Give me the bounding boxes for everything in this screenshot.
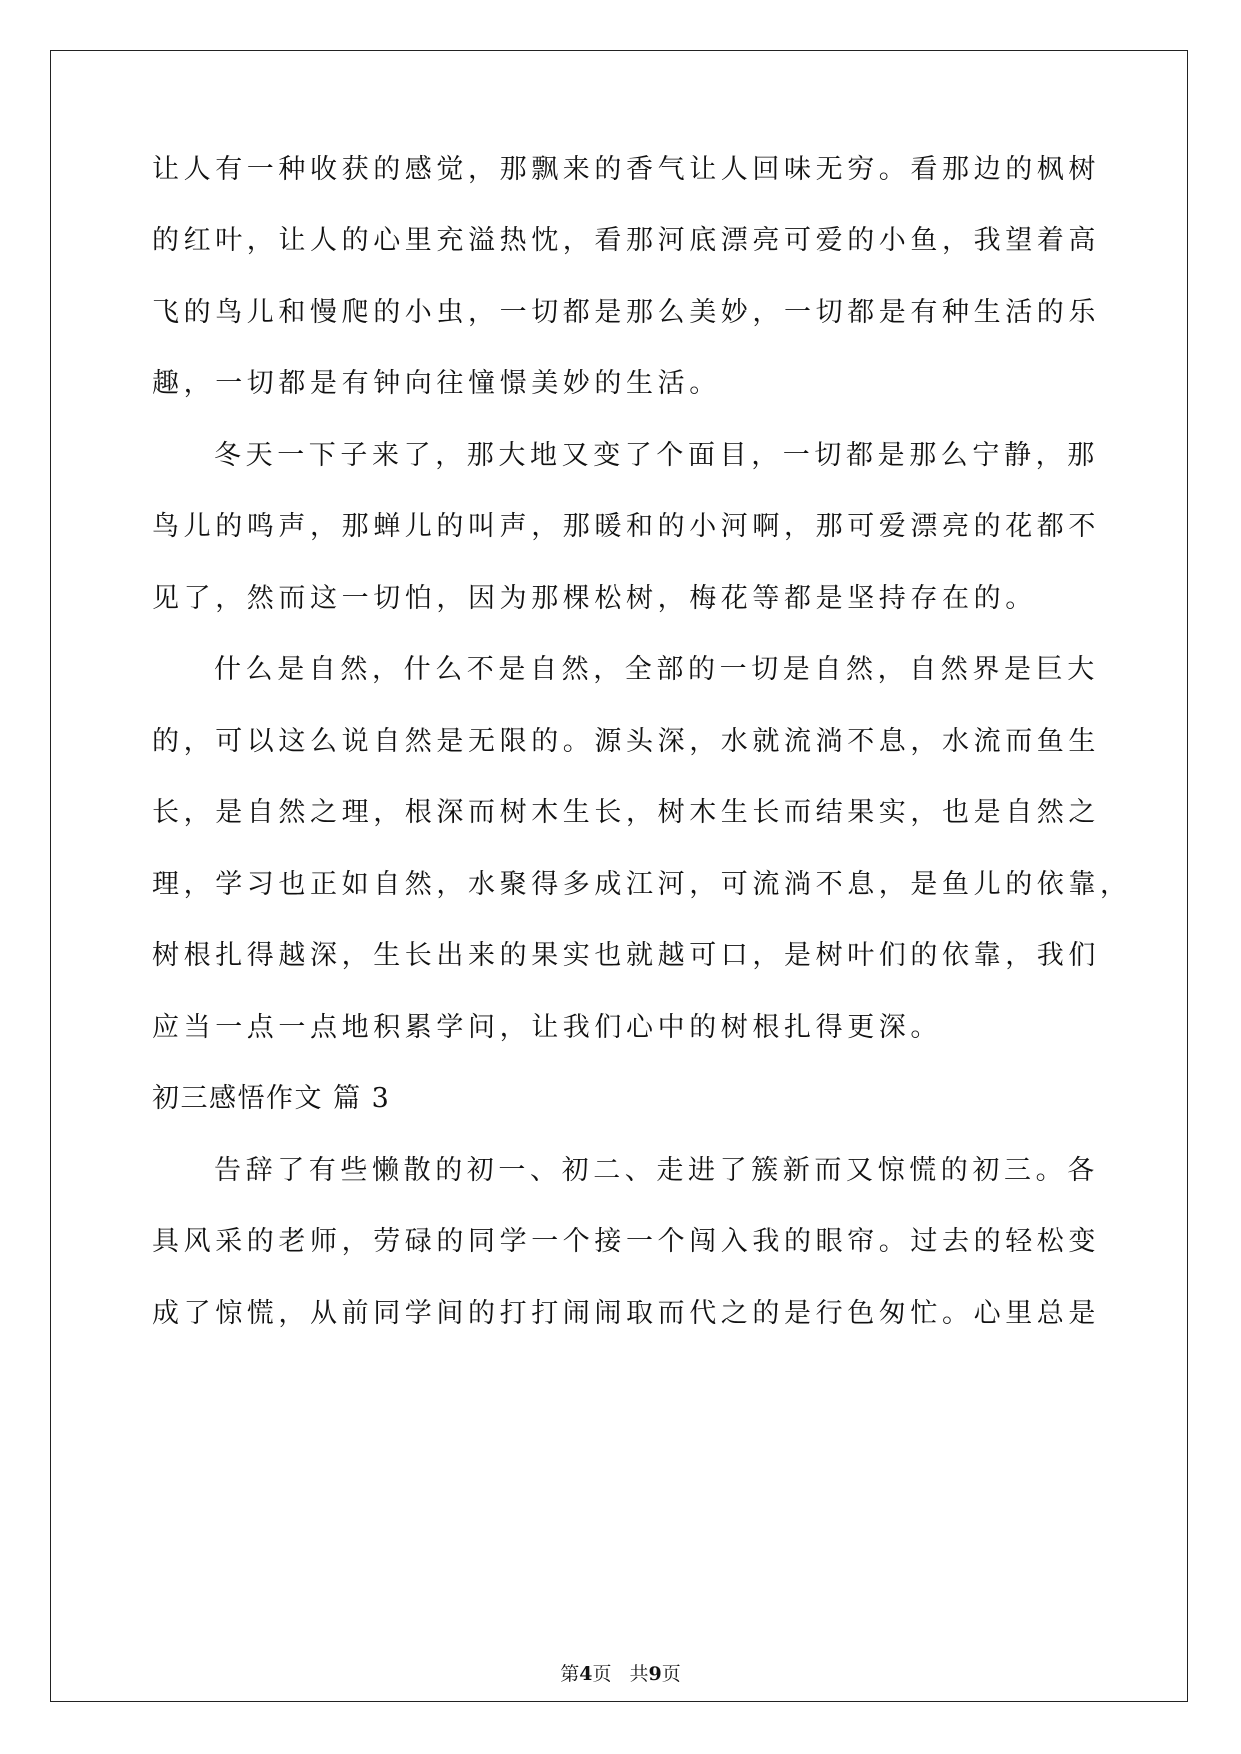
text-line: 飞的鸟儿和慢爬的小虫，一切都是那么美妙，一切都是有种生活的乐: [152, 297, 1100, 328]
footer-total-suffix: 页: [661, 1663, 681, 1685]
text-line: 趣，一切都是有钟向往憧憬美妙的生活。: [152, 368, 721, 399]
footer-total-prefix: 共: [629, 1663, 649, 1685]
paragraph-start-line: 告辞了有些懒散的初一、初二、走进了簇新而又惊慌的初三。各: [214, 1155, 1099, 1186]
text-line: 长，是自然之理，根深而树木生长，树木生长而结果实，也是自然之: [152, 797, 1100, 828]
page-footer: [0, 1662, 1241, 1686]
text-line: 让人有一种收获的感觉，那飘来的香气让人回味无穷。看那边的枫树: [152, 154, 1100, 185]
text-line: 鸟儿的鸣声，那蝉儿的叫声，那暖和的小河啊，那可爱漂亮的花都不: [152, 511, 1100, 542]
text-line: 具风采的老师，劳碌的同学一个接一个闯入我的眼帘。过去的轻松变: [152, 1226, 1100, 1257]
text-line: 的，可以这么说自然是无限的。源头深，水就流淌不息，水流而鱼生: [152, 726, 1100, 757]
text-line: 树根扎得越深，生长出来的果实也就越可口，是树叶们的依靠，我们: [152, 940, 1100, 971]
text-line: 理，学习也正如自然，水聚得多成江河，可流淌不息，是鱼儿的依靠，: [152, 869, 1132, 900]
section-heading: 初三感悟作文 篇 3: [152, 1083, 391, 1114]
text-line: 见了，然而这一切怕，因为那棵松树，梅花等都是坚持存在的。: [152, 583, 1037, 614]
text-line: 应当一点一点地积累学问，让我们心中的树根扎得更深。: [152, 1012, 942, 1043]
text-line: 的红叶，让人的心里充溢热忱，看那河底漂亮可爱的小鱼，我望着高: [152, 225, 1100, 256]
total-pages-number: 9: [648, 1663, 662, 1685]
text-line: 成了惊慌，从前同学间的打打闹闹取而代之的是行色匆忙。心里总是: [152, 1298, 1100, 1329]
footer-page-suffix: 页: [592, 1663, 612, 1685]
paragraph-start-line: 冬天一下子来了，那大地又变了个面目，一切都是那么宁静，那: [214, 440, 1099, 471]
paragraph-start-line: 什么是自然，什么不是自然，全部的一切是自然，自然界是巨大: [214, 654, 1099, 685]
current-page-number: 4: [579, 1663, 593, 1685]
footer-prefix: 第: [560, 1663, 580, 1685]
